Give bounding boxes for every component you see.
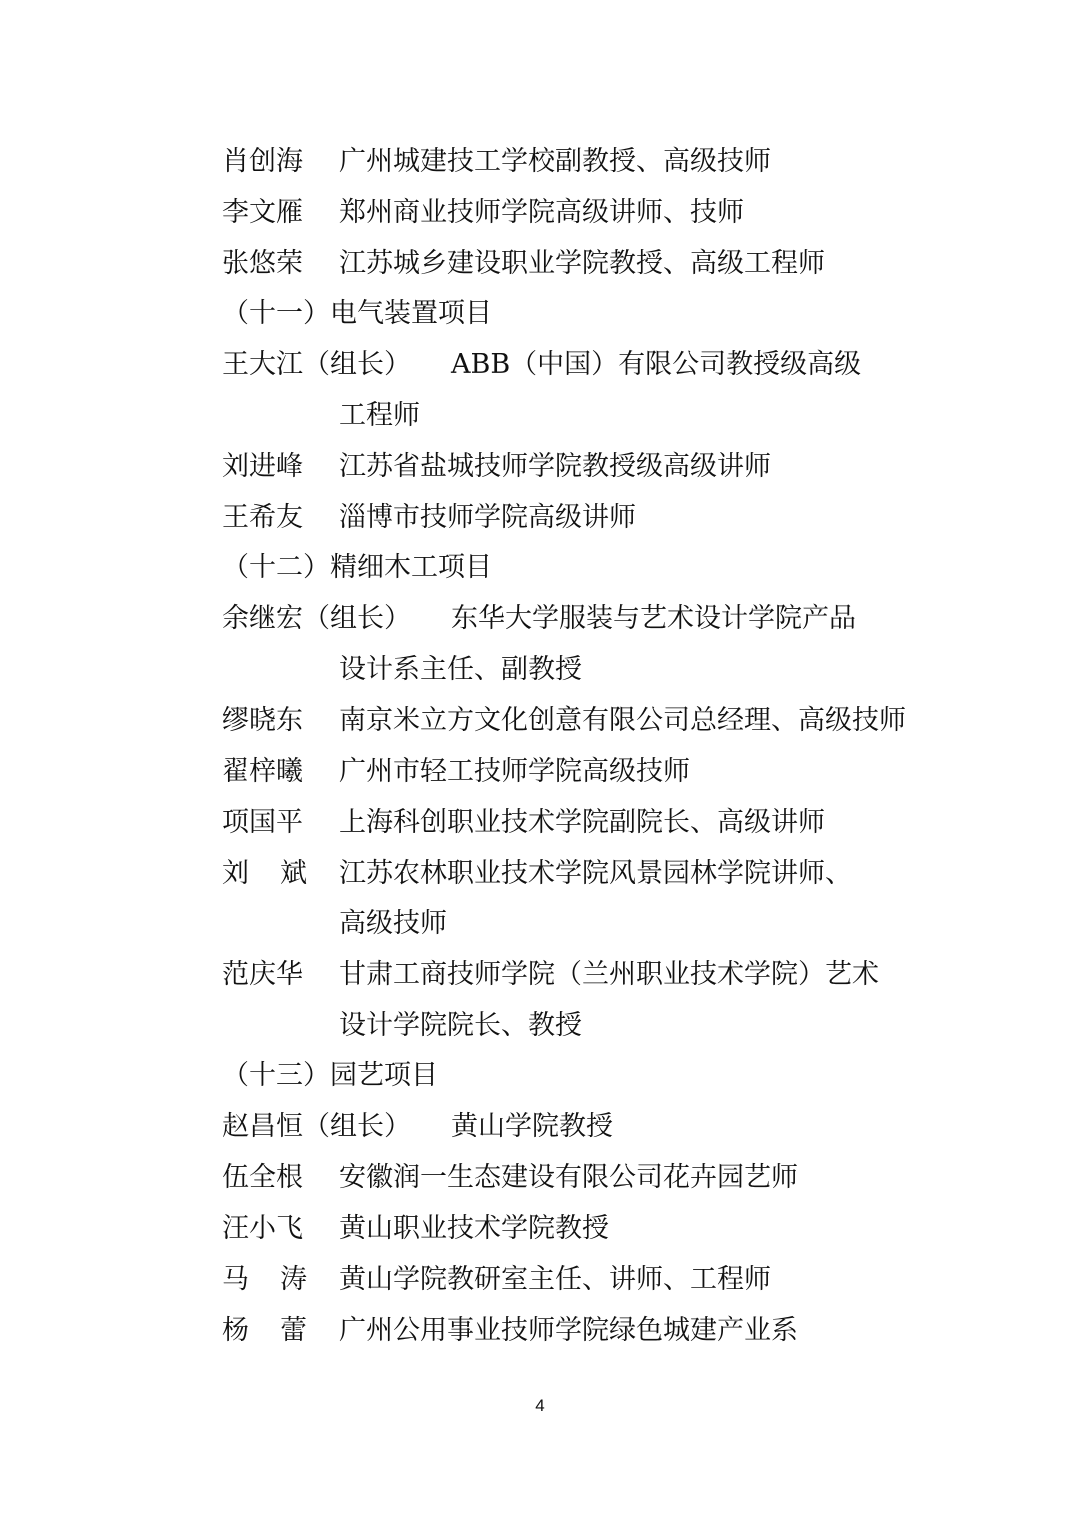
- member-title: ABB（中国）有限公司教授级高级: [451, 349, 862, 380]
- section-heading: （十一）电气装置项目: [222, 298, 492, 329]
- member-name: 汪小飞: [222, 1213, 303, 1244]
- member-title: 东华大学服装与艺术设计学院产品: [451, 603, 856, 634]
- member-name: 缪晓东: [222, 705, 303, 736]
- list-item: [222, 187, 744, 238]
- member-name: [222, 1254, 339, 1305]
- member-title: 江苏省盐城技师学院教授级高级讲师: [339, 451, 771, 482]
- list-item: [222, 1254, 771, 1305]
- member-title: 广州城建技工学校副教授、高级技师: [339, 146, 771, 177]
- member-title-continued: 设计学院院长、教授: [339, 1010, 582, 1041]
- list-item: [222, 136, 771, 187]
- member-name: 翟梓曦: [222, 756, 303, 787]
- member-title: 江苏城乡建设职业学院教授、高级工程师: [339, 248, 825, 279]
- member-name: 李文雁: [222, 197, 303, 228]
- member-name: 伍全根: [222, 1162, 303, 1193]
- list-item: [222, 848, 852, 899]
- list-item: [222, 492, 636, 543]
- list-item: [222, 441, 771, 492]
- list-item: [222, 1152, 798, 1203]
- member-name: 范庆华: [222, 959, 303, 990]
- section-heading: （十二）精细木工项目: [222, 552, 492, 583]
- member-title: 淄博市技师学院高级讲师: [339, 502, 636, 533]
- member-title: 黄山学院教授: [451, 1111, 613, 1142]
- member-title-continued: 工程师: [339, 400, 420, 431]
- member-title: 广州市轻工技师学院高级技师: [339, 756, 690, 787]
- member-name-char: 马: [222, 1264, 249, 1295]
- member-title: 广州公用事业技师学院绿色城建产业系: [339, 1315, 798, 1346]
- member-name-char: 刘: [222, 858, 249, 889]
- section-heading: （十三）园艺项目: [222, 1060, 438, 1091]
- list-item: [222, 593, 856, 644]
- member-title-continued: 设计系主任、副教授: [339, 654, 582, 685]
- list-item: [222, 1305, 798, 1356]
- member-name-char: 蕾: [280, 1315, 307, 1346]
- list-item: [222, 949, 879, 1000]
- member-name: 余继宏（组长）: [222, 603, 411, 634]
- member-name: 赵昌恒（组长）: [222, 1111, 411, 1142]
- member-title: 黄山学院教研室主任、讲师、工程师: [339, 1264, 771, 1295]
- member-title: 黄山职业技术学院教授: [339, 1213, 609, 1244]
- member-name-char: 杨: [222, 1315, 249, 1346]
- member-name: [222, 848, 339, 899]
- member-name: [222, 1305, 339, 1356]
- member-title: 南京米立方文化创意有限公司总经理、高级技师: [339, 705, 906, 736]
- member-name: 王希友: [222, 502, 303, 533]
- list-item: [222, 1101, 613, 1152]
- member-name: 张悠荣: [222, 248, 303, 279]
- member-title: 江苏农林职业技术学院风景园林学院讲师、: [339, 858, 852, 889]
- member-name: 王大江（组长）: [222, 349, 411, 380]
- list-item: [222, 695, 906, 746]
- member-name-char: 斌: [280, 858, 307, 889]
- member-name-char: 涛: [280, 1264, 307, 1295]
- member-name: 刘进峰: [222, 451, 303, 482]
- member-name: 项国平: [222, 807, 303, 838]
- list-item: [222, 1203, 609, 1254]
- list-item: [222, 339, 861, 390]
- member-title-continued: 高级技师: [339, 908, 447, 939]
- member-title: 安徽润一生态建设有限公司花卉园艺师: [339, 1162, 798, 1193]
- member-title: 上海科创职业技术学院副院长、高级讲师: [339, 807, 825, 838]
- list-item: [222, 746, 690, 797]
- page-number: 4: [535, 1396, 545, 1415]
- list-item: [222, 238, 825, 289]
- member-name: 肖创海: [222, 146, 303, 177]
- member-title: 甘肃工商技师学院（兰州职业技术学院）艺术: [339, 959, 879, 990]
- member-title: 郑州商业技师学院高级讲师、技师: [339, 197, 744, 228]
- list-item: [222, 797, 825, 848]
